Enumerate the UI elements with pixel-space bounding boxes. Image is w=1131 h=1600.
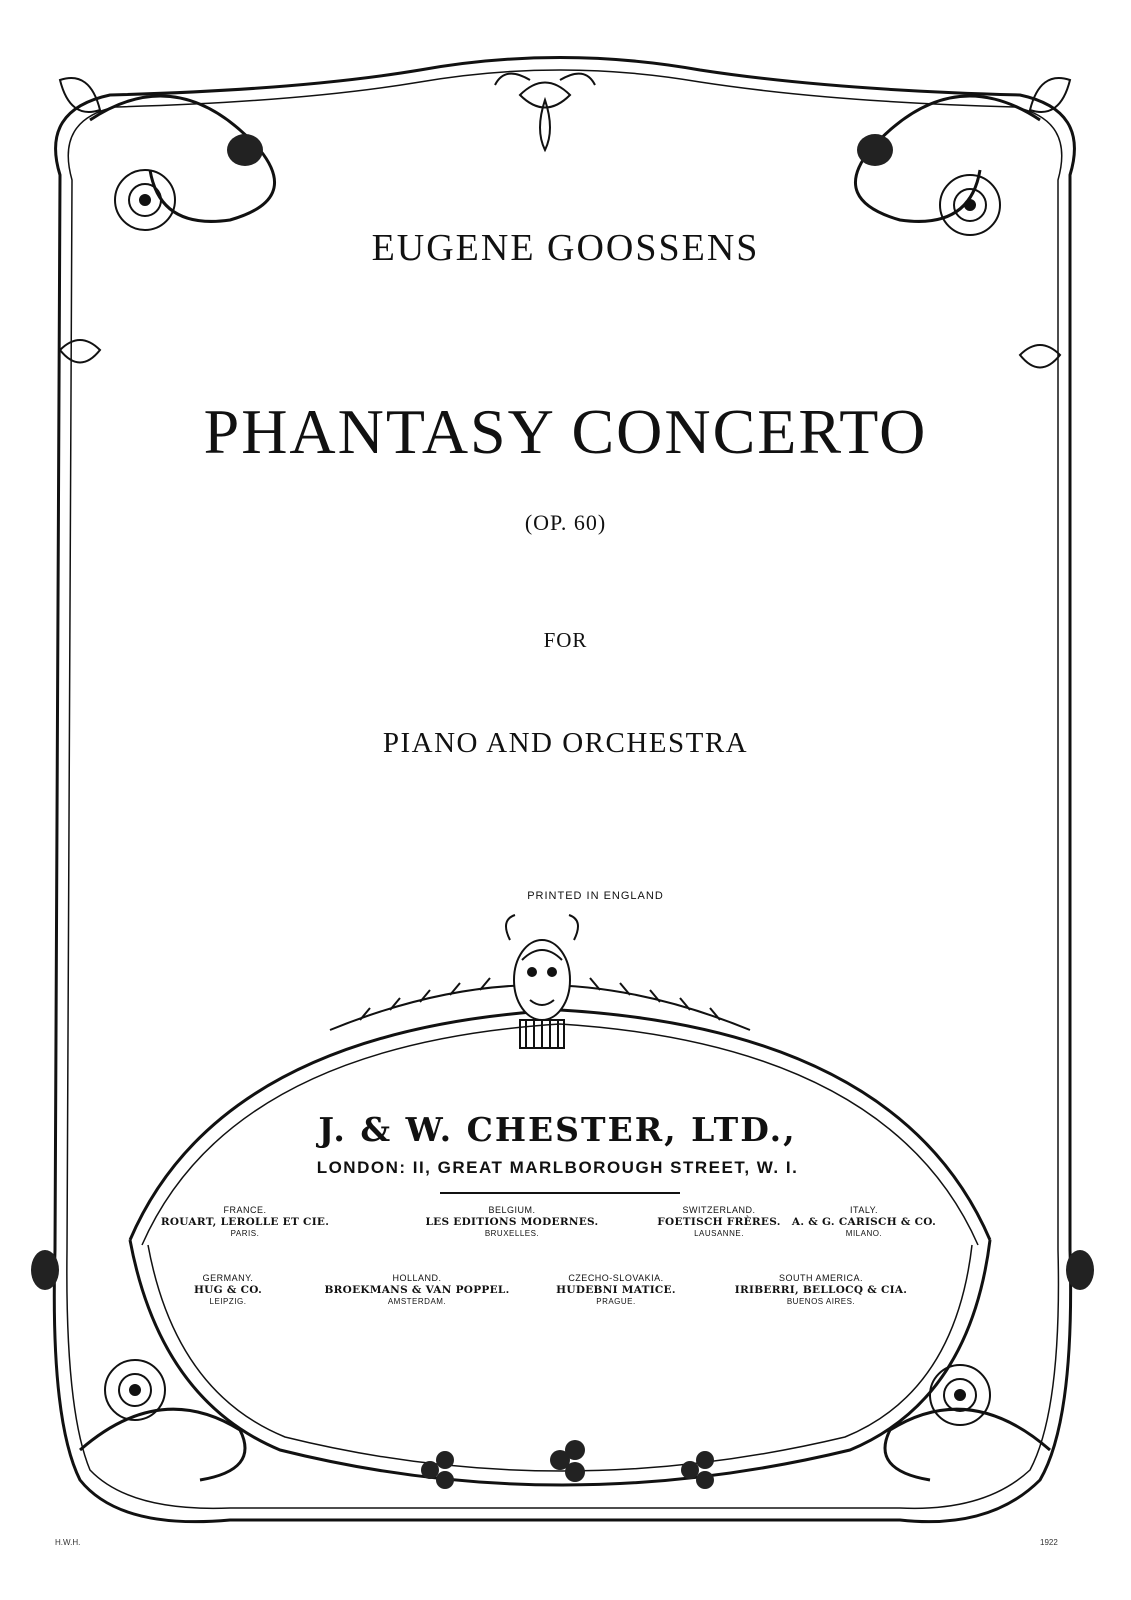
- agent-name: BROEKMANS & VAN POPPEL.: [324, 1284, 510, 1296]
- agent-country: SOUTH AMERICA.: [778, 1273, 863, 1283]
- agent-france: [120, 1205, 370, 1238]
- for-label: FOR: [543, 628, 588, 652]
- agent-south-america: [696, 1273, 946, 1306]
- agent-italy: [739, 1205, 989, 1238]
- publisher-name: J. & W. CHESTER, LTD.,: [318, 1110, 797, 1149]
- agent-city: PRAGUE.: [596, 1297, 636, 1306]
- agent-city: PARIS.: [230, 1229, 260, 1238]
- composer-name: EUGENE GOOSSENS: [371, 227, 760, 269]
- publisher-address: LONDON: II, GREAT MARLBOROUGH STREET, W. I.: [316, 1158, 799, 1177]
- agent-country: ITALY.: [849, 1205, 878, 1215]
- opus-number: (OP. 60): [524, 510, 607, 535]
- agent-city: LAUSANNE.: [694, 1229, 744, 1238]
- printed-in-notice: PRINTED IN ENGLAND: [527, 890, 664, 902]
- agent-city: MILANO.: [845, 1229, 883, 1238]
- instrumentation: PIANO AND ORCHESTRA: [382, 727, 749, 759]
- agent-country: HOLLAND.: [392, 1273, 442, 1283]
- agent-name: ROUART, LEROLLE ET CIE.: [160, 1216, 330, 1228]
- agent-city: LEIPZIG.: [209, 1297, 247, 1306]
- divider-rule: [440, 1192, 680, 1194]
- agent-name: LES EDITIONS MODERNES.: [425, 1216, 599, 1228]
- agent-name: FOETISCH FRÈRES.: [657, 1216, 781, 1228]
- agent-country: BELGIUM.: [488, 1205, 536, 1215]
- agent-country: CZECHO-SLOVAKIA.: [568, 1273, 664, 1283]
- agent-city: AMSTERDAM.: [387, 1297, 447, 1306]
- agent-city: BUENOS AIRES.: [786, 1297, 856, 1306]
- agent-name: IRIBERRI, BELLOCQ & CIA.: [734, 1284, 908, 1296]
- work-title: PHANTASY CONCERTO: [203, 396, 928, 467]
- design-year: 1922: [1040, 1538, 1058, 1547]
- agent-country: FRANCE.: [223, 1205, 267, 1215]
- artist-initials: H.W.H.: [55, 1538, 81, 1547]
- agent-country: SWITZERLAND.: [682, 1205, 756, 1215]
- agent-name: A. & G. CARISCH & CO.: [791, 1216, 937, 1228]
- agent-country: GERMANY.: [202, 1273, 254, 1283]
- agent-city: BRUXELLES.: [484, 1229, 540, 1238]
- agent-name: HUG & CO.: [193, 1284, 263, 1296]
- agent-name: HUDEBNI MATICE.: [556, 1284, 676, 1296]
